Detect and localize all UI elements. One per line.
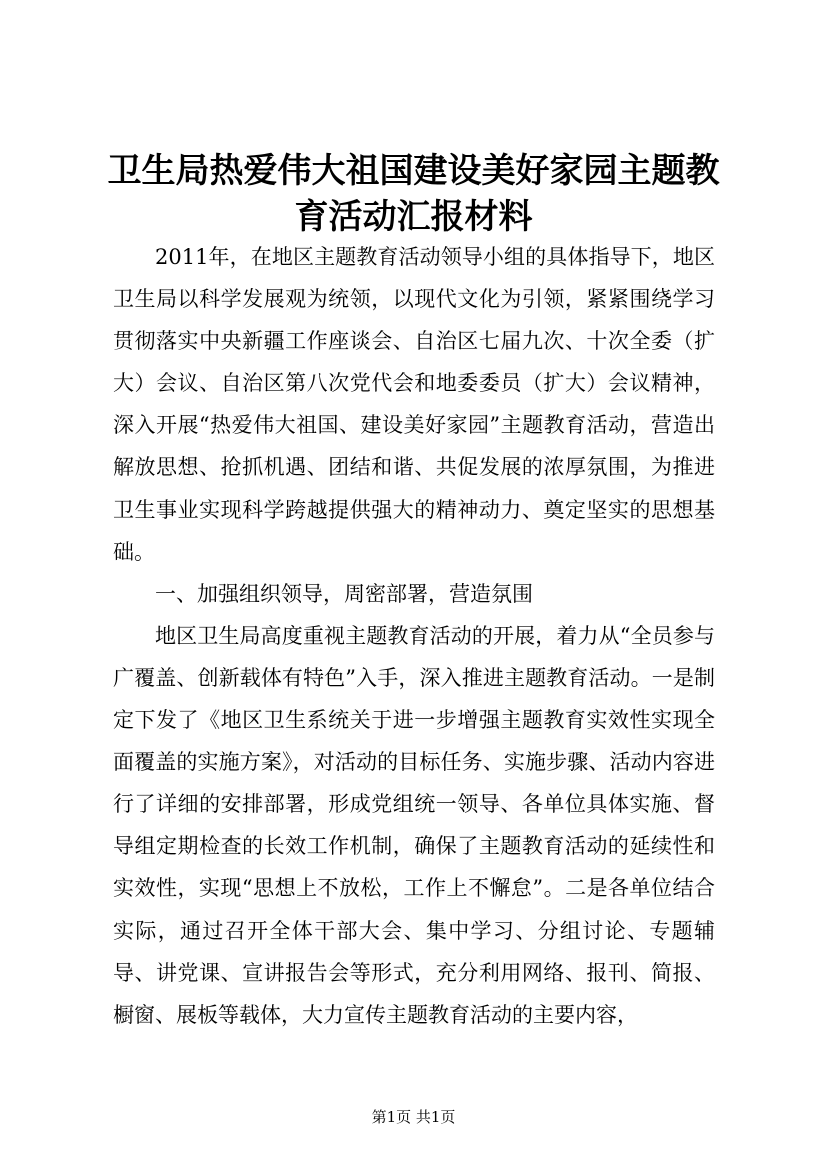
document-title: 卫生局热爱伟大祖国建设美好家园主题教育活动汇报材料 (107, 151, 720, 237)
body-paragraph: 地区卫生局高度重视主题教育活动的开展，着力从“全员参与广覆盖、创新载体有特色”入手，深入推进主题教育活动。一是制定下发了《地区卫生系统关于进一步增强主题教育实效性实现全面覆盖的实施方案》，对活动的目标任务、实施步骤、活动内容进行了详细的安排部署，形成党组统一领导、各单位具体实施、督导组定期检查的长效工作机制，确保了主题教育活动的延续性和实效性，实现“思想上不放松，工作上不懈怠”。二是各单位结合实际，通过召开全体干部大会、集中学习、分组讨论、专题辅导、讲党课、宣讲报告会等形式，充分利用网络、报刊、简报、橱窗、展板等载体，大力宣传主题教育活动的主要内容， (113, 623, 715, 1027)
document-body (113, 236, 715, 1036)
page-footer: 第1页 共1页 (371, 1108, 456, 1126)
intro-paragraph: 2011年，在地区主题教育活动领导小组的具体指导下，地区卫生局以科学发展观为统领，以现代文化为引领，紧紧围绕学习贯彻落实中央新疆工作座谈会、自治区七届九次、十次全委（扩大）会议、自治区第八次党代会和地委委员（扩大）会议精神，深入开展“热爱伟大祖国、建设美好家园”主题教育活动，营造出解放思想、抢抓机遇、团结和谐、共促发展的浓厚氛围，为推进卫生事业实现科学跨越提供强大的精神动力、奠定坚实的思想基础。 (113, 245, 715, 564)
section-heading: 一、加强组织领导，周密部署，营造氛围 (155, 581, 533, 606)
